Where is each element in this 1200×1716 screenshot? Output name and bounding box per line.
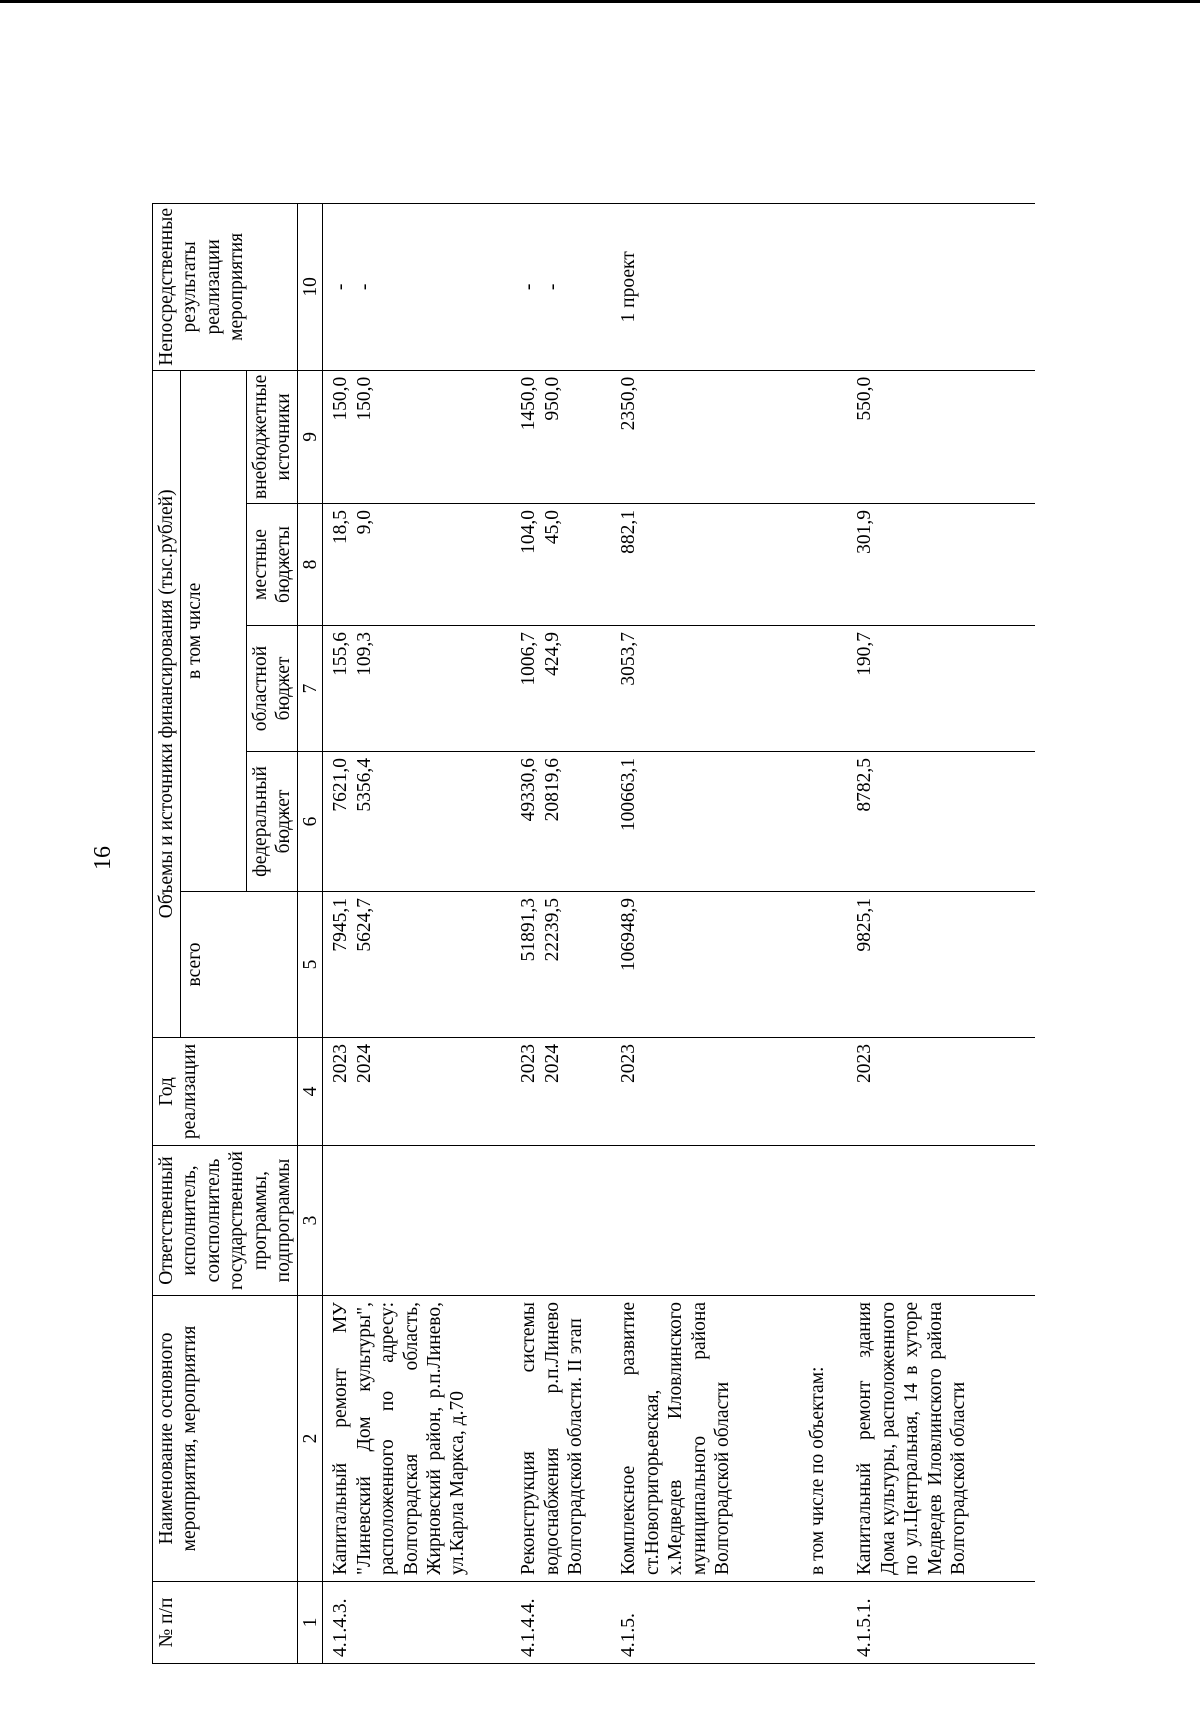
federal-value: 5356,4 bbox=[353, 758, 375, 812]
row-years bbox=[611, 1038, 847, 1146]
row-code: 4.1.5.1. bbox=[847, 1582, 1035, 1664]
row-name: Капитальный ремонт здания Дома культуры, расположенного по ул.Центральная, 14 в хуторе Медведев Иловлинского района Волгоградской области bbox=[847, 1296, 1035, 1582]
column-number: 10 bbox=[298, 204, 323, 371]
row-regional bbox=[847, 626, 1035, 752]
regional-value: 190,7 bbox=[854, 632, 876, 676]
row-years bbox=[847, 1038, 1035, 1146]
year-value: 2024 bbox=[353, 1044, 375, 1083]
row-executor bbox=[611, 1146, 847, 1296]
row-regional bbox=[511, 626, 611, 752]
header-funding-group: Объемы и источники финансирования (тыс.рублей) bbox=[153, 370, 181, 1037]
local-value: 104,0 bbox=[518, 510, 540, 554]
row-code: 4.1.4.3. bbox=[323, 1582, 512, 1664]
row-result bbox=[611, 204, 847, 371]
column-number: 3 bbox=[298, 1146, 323, 1296]
federal-value: 20819,6 bbox=[541, 758, 563, 822]
extrabudget-value: 150,0 bbox=[353, 376, 375, 421]
row-total bbox=[511, 892, 611, 1038]
row-extrabudget bbox=[611, 370, 847, 503]
row-regional bbox=[611, 626, 847, 752]
row-total bbox=[323, 892, 512, 1038]
extrabudget-value: 150,0 bbox=[330, 376, 352, 421]
row-code: 4.1.5. bbox=[611, 1582, 847, 1664]
regional-value: 3053,7 bbox=[618, 632, 640, 686]
row-local bbox=[511, 504, 611, 626]
row-federal bbox=[847, 752, 1035, 892]
row-federal bbox=[323, 752, 512, 892]
row-name: Капитальный ремонт МУ "Линевский Дом культуры", расположенного по адресу: Волгоградская область, Жирновский район, р.п.Линево, ул.Карла Маркса, д.70 bbox=[323, 1296, 512, 1582]
result-value: 1 проект bbox=[618, 251, 640, 323]
funding-table bbox=[152, 203, 1035, 1664]
result-value: - bbox=[541, 283, 563, 291]
total-value: 9825,1 bbox=[854, 898, 876, 952]
header-col-number: № п/п bbox=[153, 1582, 298, 1664]
local-value: 882,1 bbox=[618, 510, 640, 554]
header-col-name: Наименование основного мероприятия, мероприятия bbox=[153, 1296, 298, 1582]
year-value: 2023 bbox=[854, 1044, 876, 1083]
page-number: 16 bbox=[90, 846, 116, 870]
column-number: 5 bbox=[298, 892, 323, 1038]
row-result bbox=[323, 204, 512, 371]
column-number-row bbox=[298, 204, 323, 1664]
federal-value: 7621,0 bbox=[330, 758, 352, 812]
header-col-total: всего bbox=[181, 892, 298, 1038]
regional-value: 1006,7 bbox=[518, 632, 540, 686]
year-value: 2024 bbox=[541, 1044, 563, 1083]
row-name: Комплексное развитие ст.Новогригорьевская, х.Медведев Иловлинского муниципального района Волгоградской области bbox=[618, 1302, 733, 1575]
header-col-executor: Ответственный исполнитель, соисполнитель государственной программы, подпрограммы bbox=[153, 1146, 298, 1296]
federal-value: 8782,5 bbox=[854, 758, 876, 812]
year-value: 2023 bbox=[518, 1044, 540, 1083]
result-value: - bbox=[353, 283, 375, 291]
regional-value: 424,9 bbox=[541, 632, 563, 676]
row-extrabudget bbox=[511, 370, 611, 503]
local-value: 18,5 bbox=[330, 510, 352, 545]
result-value: - bbox=[518, 283, 540, 291]
header-col-result: Непосредственные результаты реализации мероприятия bbox=[153, 204, 298, 371]
table-wrapper bbox=[152, 203, 1035, 1664]
row-name-cell bbox=[611, 1296, 847, 1582]
table-row bbox=[323, 204, 512, 1664]
column-number: 8 bbox=[298, 504, 323, 626]
row-extrabudget bbox=[847, 370, 1035, 503]
total-value: 22239,5 bbox=[541, 898, 563, 962]
row-years bbox=[511, 1038, 611, 1146]
total-value: 7945,1 bbox=[330, 898, 352, 952]
result-value: - bbox=[330, 283, 352, 291]
header-subgroup: в том числе bbox=[181, 370, 246, 891]
row-code: 4.1.4.4. bbox=[511, 1582, 611, 1664]
header-col-local: местные бюджеты bbox=[246, 504, 298, 626]
header-col-federal: федеральный бюджет bbox=[246, 752, 298, 892]
row-total bbox=[847, 892, 1035, 1038]
row-executor bbox=[847, 1146, 1035, 1296]
extrabudget-value: 550,0 bbox=[854, 376, 876, 421]
column-number: 2 bbox=[298, 1296, 323, 1582]
table-row bbox=[611, 204, 847, 1664]
total-value: 51891,3 bbox=[518, 898, 540, 962]
table-row bbox=[847, 204, 1035, 1664]
row-local bbox=[847, 504, 1035, 626]
header-col-extrabudget: внебюджетные источники bbox=[246, 370, 298, 503]
row-federal bbox=[611, 752, 847, 892]
column-number: 4 bbox=[298, 1038, 323, 1146]
row-local bbox=[611, 504, 847, 626]
row-executor bbox=[511, 1146, 611, 1296]
header-col-regional: областной бюджет bbox=[246, 626, 298, 752]
column-number: 7 bbox=[298, 626, 323, 752]
federal-value: 100663,1 bbox=[618, 758, 640, 832]
header-col-year: Год реализации bbox=[153, 1038, 298, 1146]
federal-value: 49330,6 bbox=[518, 758, 540, 822]
extrabudget-value: 2350,0 bbox=[618, 376, 640, 431]
row-local bbox=[323, 504, 512, 626]
regional-value: 155,6 bbox=[330, 632, 352, 676]
row-extrabudget bbox=[323, 370, 512, 503]
row-regional bbox=[323, 626, 512, 752]
row-result bbox=[511, 204, 611, 371]
year-value: 2023 bbox=[618, 1044, 640, 1083]
table-row bbox=[511, 204, 611, 1664]
row-federal bbox=[511, 752, 611, 892]
local-value: 45,0 bbox=[541, 510, 563, 545]
local-value: 301,9 bbox=[854, 510, 876, 554]
total-value: 106948,9 bbox=[618, 898, 640, 972]
extrabudget-value: 950,0 bbox=[541, 376, 563, 421]
total-value: 5624,7 bbox=[353, 898, 375, 952]
row-subnote: в том числе по объектам: bbox=[807, 1366, 829, 1575]
row-result bbox=[847, 204, 1035, 371]
column-number: 1 bbox=[298, 1582, 323, 1664]
column-number: 9 bbox=[298, 370, 323, 503]
local-value: 9,0 bbox=[353, 510, 375, 535]
row-years bbox=[323, 1038, 512, 1146]
column-number: 6 bbox=[298, 752, 323, 892]
row-executor bbox=[323, 1146, 512, 1296]
year-value: 2023 bbox=[330, 1044, 352, 1083]
regional-value: 109,3 bbox=[353, 632, 375, 676]
extrabudget-value: 1450,0 bbox=[518, 376, 540, 431]
row-total bbox=[611, 892, 847, 1038]
row-name: Реконструкция системы водоснабжения р.п.Линево Волгоградской области. II этап bbox=[511, 1296, 611, 1582]
